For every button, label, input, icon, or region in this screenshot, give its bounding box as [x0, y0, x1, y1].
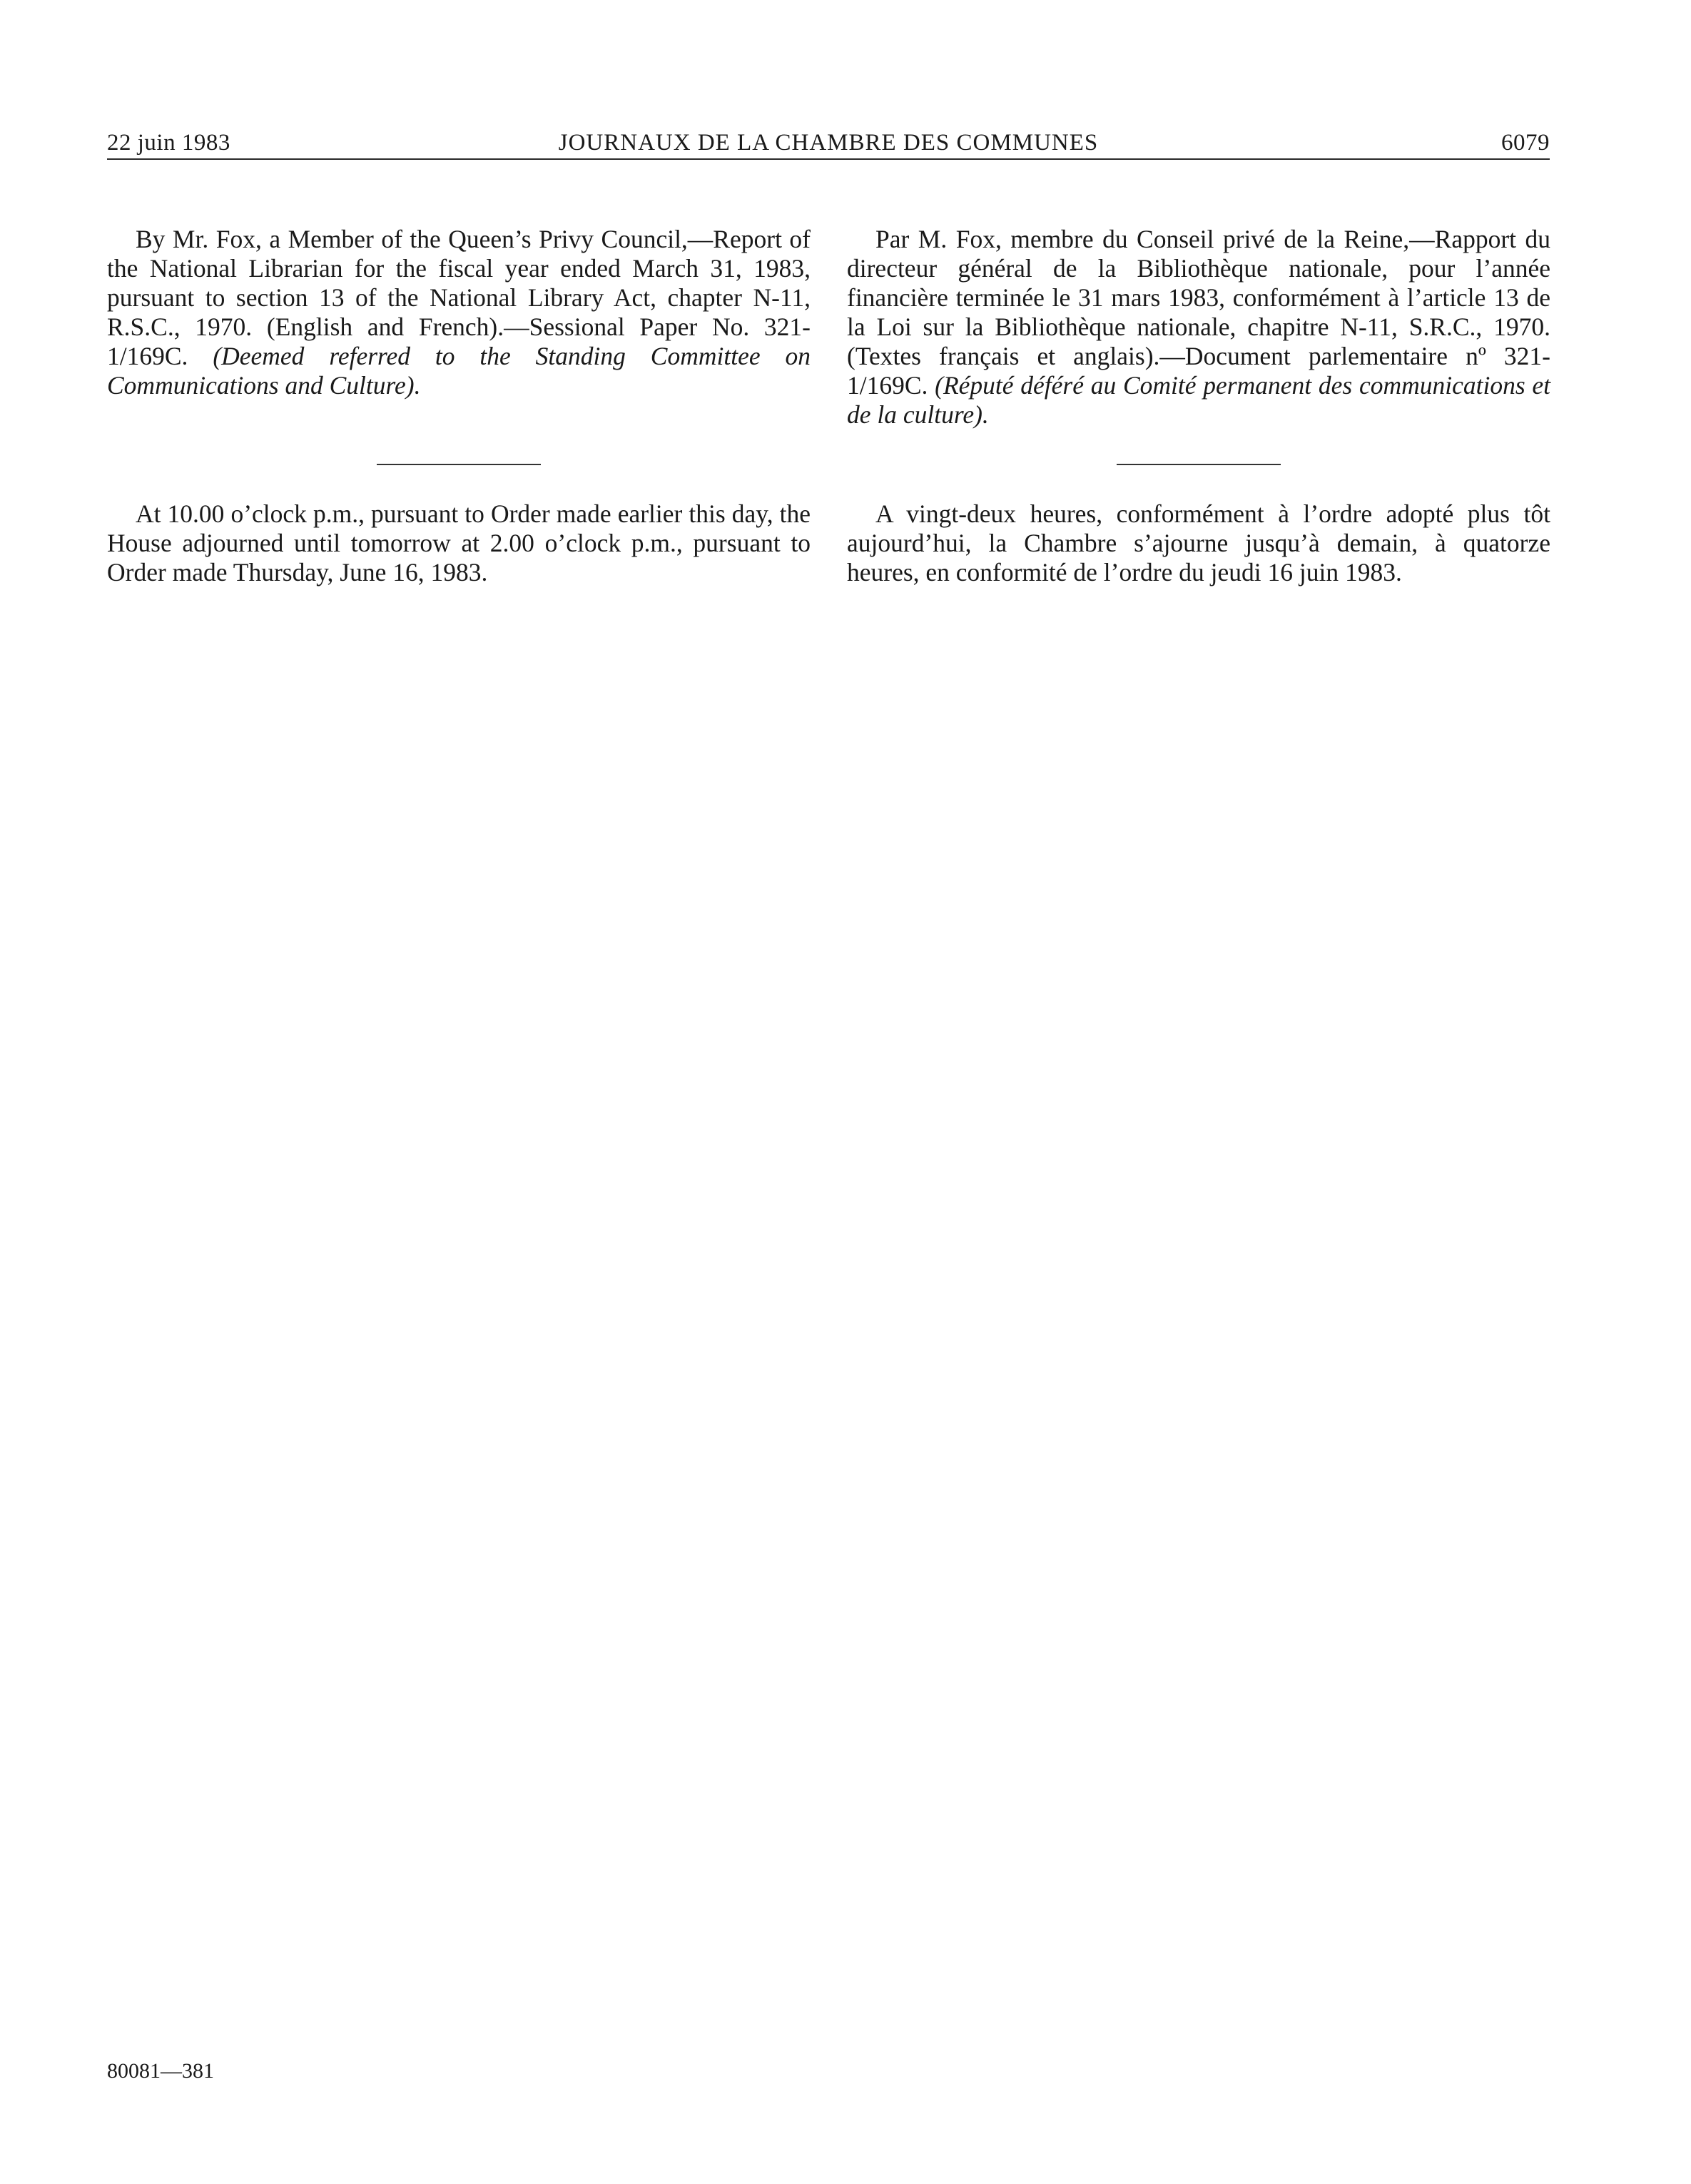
- header-rule: [107, 158, 1550, 160]
- journal-title: JOURNAUX DE LA CHAMBRE DES COMMUNES: [558, 130, 1099, 156]
- english-report-entry: [107, 225, 811, 400]
- running-head: [107, 123, 1550, 163]
- english-adjournment-entry: [107, 499, 811, 587]
- english-report-text: By Mr. Fox, a Member of the Queen’s Privy Council,—Report of the National Librarian for the fiscal year ended March 31, 1983, pursuant to section 13 of the National Library Act, chapter N-11, R.S.C., 1970. (English and French).—Sessional Paper No. 321-1/169C.: [107, 225, 811, 370]
- page-number: 6079: [1501, 130, 1550, 156]
- english-report-paragraph: [107, 225, 811, 400]
- english-adjournment-paragraph: At 10.00 o’clock p.m., pursuant to Order made earlier this day, the House adjourned until tomorrow at 2.00 o’clock p.m., pursuant to Order made Thursday, June 16, 1983.: [107, 499, 811, 586]
- english-separator-rule: [377, 464, 541, 465]
- french-adjournment-entry: [847, 499, 1550, 587]
- footer-print-code: 80081—381: [107, 2059, 214, 2083]
- header-date: 22 juin 1983: [107, 130, 230, 156]
- french-report-entry: [847, 225, 1550, 430]
- french-report-text: Par M. Fox, membre du Conseil privé de la Reine,—Rapport du directeur général de la Bibliothèque nationale, pour l’année financière terminée le 31 mars 1983, conformément à l’article 13 de la Loi sur la Bibliothèque nationale, chapitre N-11, S.R.C., 1970. (Textes français et anglais).—Document parlementaire nº 321-1/169C.: [847, 225, 1550, 400]
- french-report-referral: (Réputé déféré au Comité permanent des communications et de la culture).: [847, 371, 1550, 429]
- french-separator-rule: [1117, 464, 1281, 465]
- french-adjournment-paragraph: A vingt-deux heures, conformément à l’ordre adopté plus tôt aujourd’hui, la Chambre s’ajourne jusqu’à demain, à quatorze heures, en conformité de l’ordre du jeudi 16 juin 1983.: [847, 499, 1550, 586]
- french-report-paragraph: [847, 225, 1550, 430]
- english-report-referral: (Deemed referred to the Standing Committee on Communications and Culture).: [107, 342, 811, 400]
